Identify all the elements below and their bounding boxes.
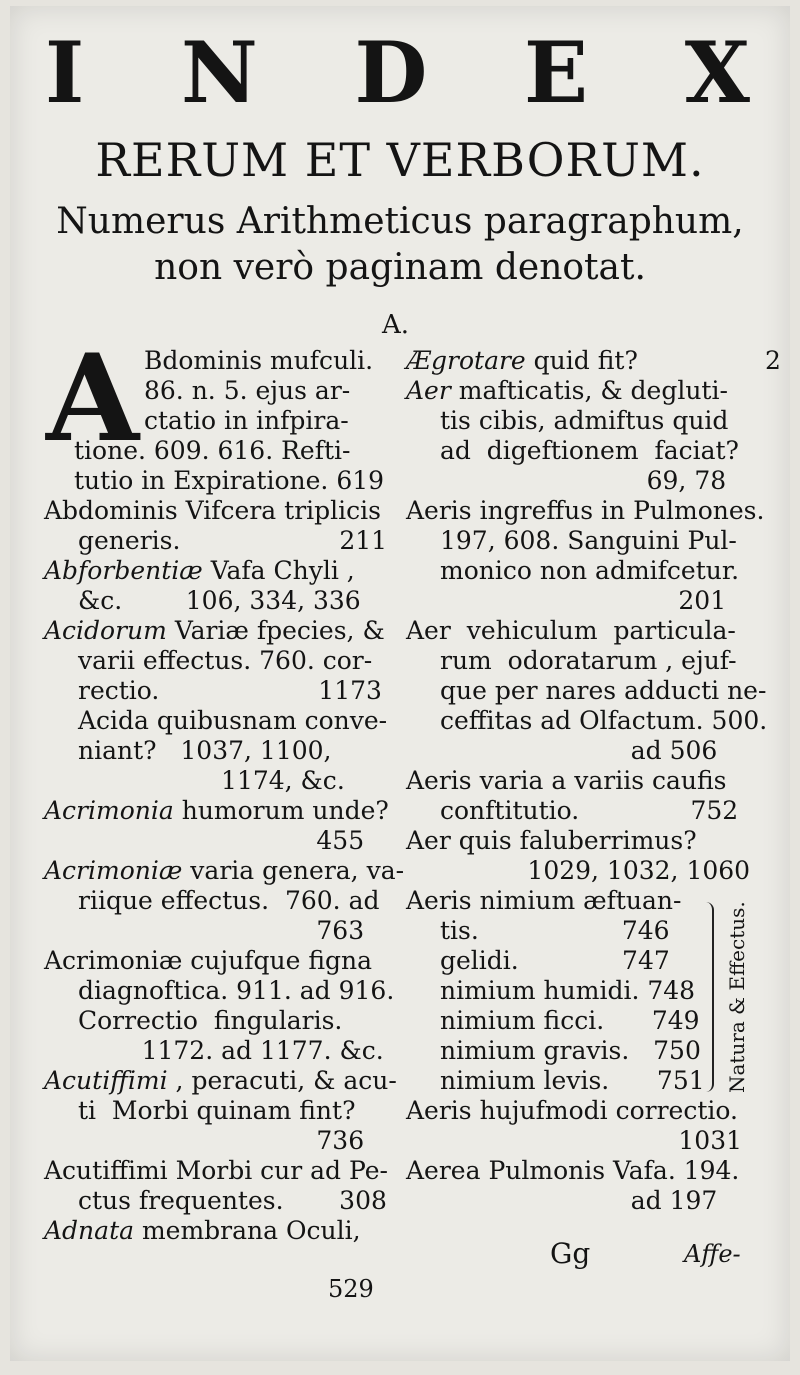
entry-line: ctus frequentes. 308 (78, 1186, 387, 1215)
entry-line: 1029, 1032, 1060 (440, 856, 751, 885)
entry-line: ad 506 (440, 736, 718, 765)
index-entry (44, 856, 404, 946)
index-entry (44, 796, 404, 856)
entry-line: riique effectus. 760. ad (78, 886, 380, 915)
entry-heading (44, 1066, 404, 1096)
entry-heading (406, 766, 742, 796)
entry-term-rest: mafticatis, & degluti- (450, 376, 728, 405)
entry-line: &c. 106, 334, 336 (78, 586, 361, 615)
entry-line: 1172. ad 1177. &c. (78, 1036, 384, 1065)
index-entry (44, 1216, 404, 1246)
entry-term: Acutiffimi Morbi cur ad Pe- (44, 1156, 388, 1185)
entry-line: ad digeftionem faciat? (440, 436, 739, 465)
entry-line: 763 (78, 916, 365, 945)
entry-line: ceffitas ad Olfactum. 500. (440, 706, 768, 735)
entry-line: ad 197 (440, 1186, 718, 1215)
aeris-natura-group (406, 886, 749, 1096)
entry-line: nimium gravis. 750 (440, 1036, 701, 1065)
brace-icon (702, 902, 714, 1092)
right-entry-list-after (406, 1096, 742, 1216)
entry-term-rest: membrana Oculi, (134, 1216, 361, 1245)
index-entry (406, 616, 768, 766)
entry-line: ti Morbi quinam fint? (78, 1096, 356, 1125)
entry-term: Aer quis faluberrimus? (406, 826, 697, 855)
entry-term: Aeris ingreffus in Pulmones. (406, 496, 765, 525)
entry-line: varii effectus. 760. cor- (78, 646, 373, 675)
index-note-line-2: non verò paginam denotat. (154, 247, 646, 288)
entry-heading: Aeris nimium æftuan- (406, 886, 682, 915)
entry-term-rest: Vafa Chyli , (202, 556, 355, 585)
entry-heading (44, 946, 404, 976)
entry-line: 197, 608. Sanguini Pul- (440, 526, 737, 555)
entry-line: nimium humidi. 748 (440, 976, 696, 1005)
index-entry (406, 496, 765, 616)
index-title (45, 23, 750, 122)
entry-line: diagnoftica. 911. ad 916. (78, 976, 395, 1005)
index-entry (406, 826, 751, 886)
catchword: Affe- (684, 1240, 741, 1268)
entry-line: gelidi. 747 (440, 946, 670, 975)
index-entry (406, 376, 742, 496)
entry-term: Aerea Pulmonis Vafa. 194. (406, 1156, 740, 1185)
entry-line: 736 (78, 1126, 365, 1155)
index-entry (406, 1156, 742, 1216)
entry-heading (406, 496, 765, 526)
index-entry (44, 556, 404, 616)
entry-heading (406, 826, 742, 856)
entry-line: 455 (78, 826, 365, 855)
entry-term-rest: , peracuti, & acu- (167, 1066, 397, 1095)
entry-heading (406, 1096, 742, 1126)
entry-line: rum odoratarum , ejuf- (440, 646, 737, 675)
entry-heading (44, 1216, 404, 1246)
index-entry (406, 1096, 742, 1156)
entry-heading (44, 1156, 404, 1186)
left-entry-list (44, 496, 404, 1246)
natura-side-label: Natura & Effectus. (725, 901, 749, 1093)
section-letter: A. (382, 310, 410, 340)
entry-line: monico non admifcetur. (440, 556, 740, 585)
entry-line: ctatio in infpira- (144, 406, 349, 435)
entry-term: Aer (406, 376, 451, 405)
entry-line: 69, 78 (440, 466, 727, 495)
title-letter: E (524, 23, 589, 122)
entry-term: Abdominis Vifcera triplicis (44, 496, 381, 525)
index-entry (44, 946, 404, 1066)
entry-term-rest: Variæ fpecies, & (166, 616, 385, 645)
index-entry (44, 616, 404, 796)
left-column (44, 328, 405, 1246)
entry-heading (406, 376, 742, 406)
index-entry (406, 346, 781, 376)
entry-line: tutio in Expiratione. 619 (74, 466, 385, 495)
entry-line: que per nares adducti ne- (440, 676, 767, 705)
entry-term: Adnata (44, 1216, 135, 1245)
right-column (406, 346, 781, 1216)
entry-line: 86. n. 5. ejus ar- (144, 376, 351, 405)
entry-term-rest: quid fit? 2 (525, 346, 781, 375)
entry-term: Acrimonia (44, 796, 174, 825)
index-note-line-1: Numerus Arithmeticus paragraphum, (56, 201, 744, 242)
entry-line: tis. 746 (440, 916, 670, 945)
title-letter: X (684, 23, 750, 122)
entry-term-rest: humorum unde? (173, 796, 389, 825)
entry-heading (406, 346, 781, 376)
entry-line: Correctio fingularis. (78, 1006, 343, 1035)
entry-heading (44, 616, 404, 646)
title-letter: N (181, 23, 258, 122)
index-entry (406, 766, 742, 826)
index-entry (44, 1156, 404, 1216)
entry-term: Acrimoniæ (44, 856, 183, 885)
title-letter: D (354, 23, 428, 122)
entry-line: conftitutio. 752 (440, 796, 739, 825)
entry-term: Abforbentiæ (44, 556, 203, 585)
entry-line: niant? 1037, 1100, (78, 736, 332, 765)
entry-heading (44, 796, 404, 826)
book-page (10, 6, 790, 1361)
entry-line: rectio. 1173 (78, 676, 382, 705)
entry-heading (44, 556, 404, 586)
entry-line: generis. 211 (78, 526, 388, 555)
entry-term: Aer vehiculum particula- (406, 616, 736, 645)
entry-term: Acutiffimi (44, 1066, 168, 1095)
entry-line: Bdominis mufculi. (144, 346, 374, 375)
entry-heading (406, 616, 742, 646)
entry-term: Aeris hujufmodi correctio. (406, 1096, 738, 1125)
entry-term-rest: varia genera, va- (182, 856, 405, 885)
entry-line: 201 (440, 586, 727, 615)
entry-line: nimium ficci. 749 (440, 1006, 700, 1035)
entry-heading (406, 1156, 742, 1186)
index-entry-first (44, 328, 404, 496)
index-entry (44, 1066, 404, 1156)
entry-term: Acrimoniæ cujufque figna (44, 946, 373, 975)
entry-line: 1174, &c. (78, 766, 345, 795)
signature-mark: Gg (550, 1237, 591, 1270)
entry-heading (44, 496, 404, 526)
entry-line: tis cibis, admiftus quid (440, 406, 729, 435)
page-number: 529 (328, 1275, 374, 1303)
right-entry-list (406, 346, 781, 886)
title-letter: I (45, 23, 85, 122)
index-subtitle: RERUM ET VERBORUM. (95, 133, 705, 187)
entry-term: Aeris varia a variis caufis (406, 766, 727, 795)
entry-term: Acidorum (44, 616, 167, 645)
entry-line: Acida quibusnam conve- (78, 706, 388, 735)
index-entry (44, 496, 404, 556)
entry-term: Ægrotare (406, 346, 526, 375)
entry-heading (44, 856, 404, 886)
entry-line: 1031 (440, 1126, 743, 1155)
drop-cap: A (46, 328, 140, 469)
entry-line: nimium levis. 751 (440, 1066, 705, 1095)
entry-line: tione. 609. 616. Refti- (74, 436, 351, 465)
